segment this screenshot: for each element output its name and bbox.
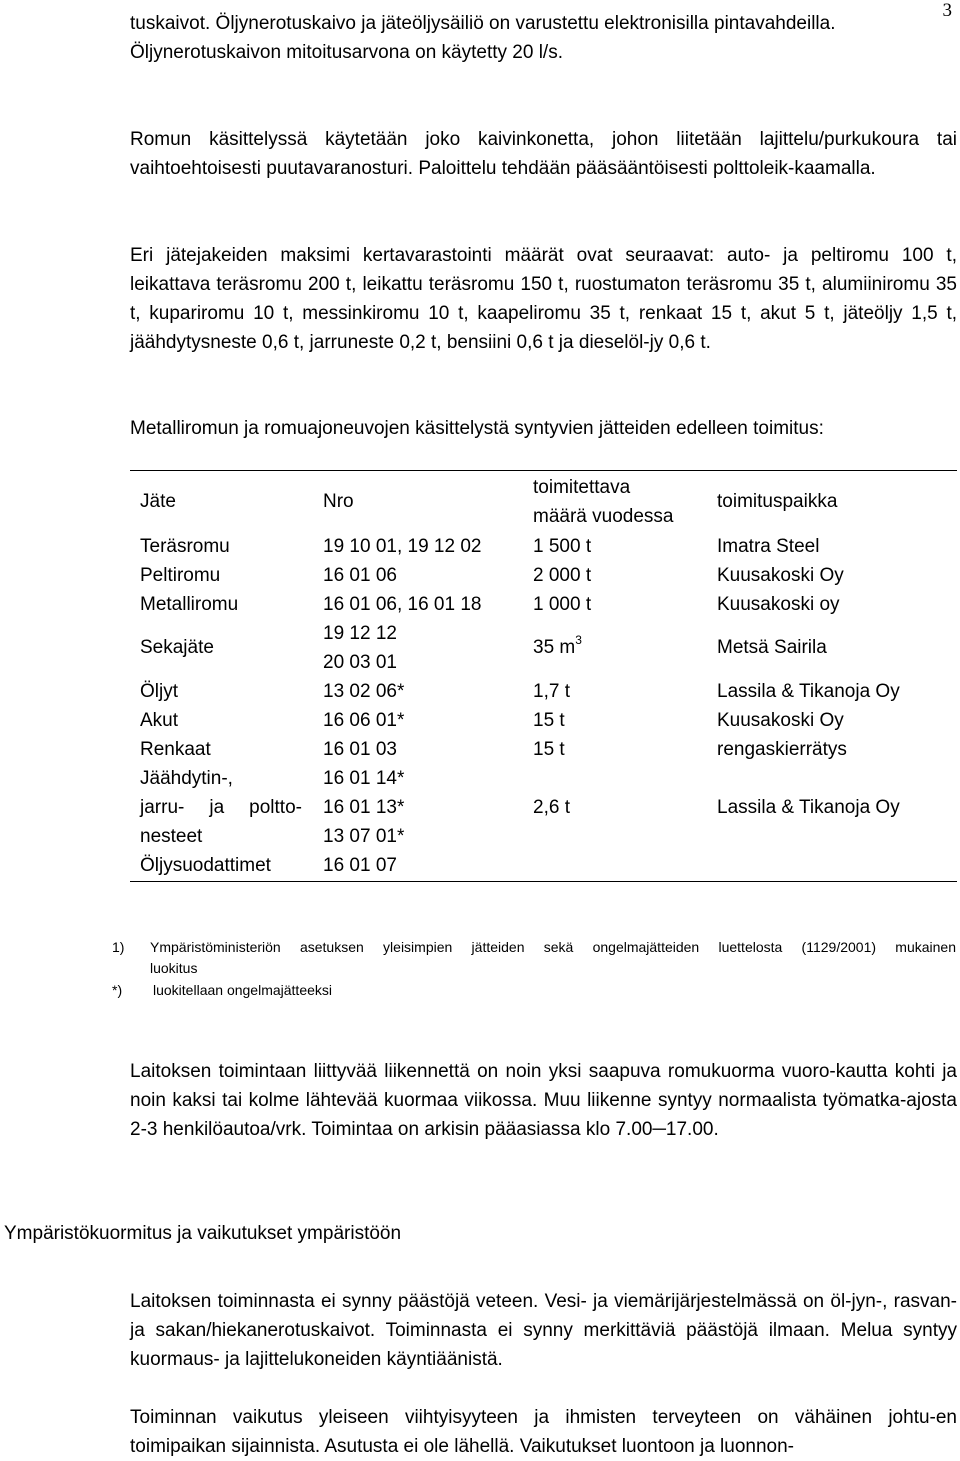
row-5-paikka: Kuusakoski Oy	[717, 710, 844, 731]
header-maara-2: määrä vuodessa	[533, 506, 674, 527]
row-3-jate: Sekajäte	[140, 637, 214, 658]
row-7-maara: 2,6 t	[533, 797, 570, 818]
row-7-jate-2b: ja	[209, 797, 225, 818]
row-7-nro-1: 16 01 14*	[323, 768, 405, 789]
row-2-jate: Metalliromu	[140, 594, 239, 615]
row-6-nro: 16 01 03	[323, 739, 397, 760]
paragraph-4: Metalliromun ja romuajoneuvojen käsittelystä syntyvien jätteiden edelleen toimitus:	[130, 418, 824, 439]
row-0-maara: 1 500 t	[533, 536, 592, 557]
row-2-maara: 1 000 t	[533, 594, 592, 615]
footnote-1-text-2: luokitus	[150, 960, 198, 976]
paragraph-2: Romun käsittelyssä käytetään joko kaivinkonetta, johon liitetään lajittelu/purkukoura tai vaihtoehtoisesti puutavaranosturi. Paloittelu tehdään pääsääntöisesti polttoleik-kaamalla.	[130, 129, 957, 179]
row-6-jate: Renkaat	[140, 739, 211, 760]
section-heading: Ympäristökuormitus ja vaikutukset ympäristöön	[4, 1223, 402, 1244]
footnote-2-marker: *)	[112, 982, 123, 998]
row-5-jate: Akut	[140, 710, 179, 731]
footnote-1-marker: 1)	[112, 939, 125, 955]
row-3-nro-1: 19 12 12	[323, 623, 397, 644]
row-0-paikka: Imatra Steel	[717, 536, 820, 557]
row-0-nro: 19 10 01, 19 12 02	[323, 536, 482, 557]
row-2-paikka: Kuusakoski oy	[717, 594, 840, 615]
header-nro: Nro	[323, 491, 354, 512]
row-8-nro: 16 01 07	[323, 855, 397, 876]
row-8-jate: Öljysuodattimet	[140, 855, 271, 876]
row-7-paikka: Lassila & Tikanoja Oy	[717, 797, 900, 818]
paragraph-1-line-2: Öljynerotuskaivon mitoitusarvona on käytetty 20 l/s.	[130, 42, 563, 63]
row-3-nro-2: 20 03 01	[323, 652, 397, 673]
header-maara-1: toimitettava	[533, 477, 631, 498]
row-7-jate-2a: jarru-	[140, 797, 185, 818]
row-0-jate: Teräsromu	[140, 536, 230, 557]
row-6-paikka: rengaskierrätys	[717, 739, 847, 760]
row-5-nro: 16 06 01*	[323, 710, 405, 731]
row-6-maara: 15 t	[533, 739, 565, 760]
row-1-maara: 2 000 t	[533, 565, 592, 586]
row-1-paikka: Kuusakoski Oy	[717, 565, 844, 586]
row-4-paikka: Lassila & Tikanoja Oy	[717, 681, 900, 702]
page-number: 3	[942, 0, 952, 21]
row-3-maara-superscript: 3	[575, 633, 582, 647]
row-4-nro: 13 02 06*	[323, 681, 405, 702]
row-5-maara: 15 t	[533, 710, 565, 731]
paragraph-5: Laitoksen toimintaan liittyvää liikennettä on noin yksi saapuva romukuorma vuoro-kautta kohti ja noin kaksi tai kolme lähtevää kuormaa viikossa. Muu liikenne syntyy normaalista työmatka-ajosta 2-3 henkilöautoa/vrk. Toimintaa on arkisin pääasiassa klo 7.00─17.00.	[130, 1061, 957, 1140]
row-2-nro: 16 01 06, 16 01 18	[323, 594, 482, 615]
row-3-maara-value: 35 m	[533, 637, 576, 658]
header-paikka: toimituspaikka	[717, 491, 838, 512]
row-7-jate-2c: poltto-	[249, 797, 302, 818]
header-jate: Jäte	[140, 491, 176, 512]
row-1-jate: Peltiromu	[140, 565, 221, 586]
paragraph-6: Laitoksen toiminnasta ei synny päästöjä veteen. Vesi- ja viemärijärjestelmässä on öl-jyn-, rasvan- ja sakan/hiekanerotuskaivot. Toiminnasta ei synny merkittäviä päästöjä ilmaan. Melua syntyy kuormaus- ja lajittelukoneiden käyntiäänistä.	[130, 1291, 957, 1370]
waste-delivery-table	[130, 470, 957, 882]
paragraph-3: Eri jätejakeiden maksimi kertavarastointi määrät ovat seuraavat: auto- ja peltiromu 100 t, leikattava teräsromu 200 t, leikattu teräsromu 150 t, ruostumaton teräsromu 35 t, alumiiniromu 35 t, kupariromu 10 t, messinkiromu 10 t, kaapeliromu 35 t, renkaat 15 t, akut 5 t, jäteöljy 1,5 t, jäähdytysneste 0,6 t, jarruneste 0,2 t, bensiini 0,6 t ja dieselöl-jy 0,6 t.	[130, 245, 957, 353]
row-7-nro-2: 16 01 13*	[323, 797, 405, 818]
paragraph-7: Toiminnan vaikutus yleiseen viihtyisyyteen ja ihmisten terveyteen on vähäinen johtu-en toimipaikan sijainnista. Asutusta ei ole lähellä. Vaikutukset luontoon ja luonnon-	[130, 1407, 957, 1457]
row-4-maara: 1,7 t	[533, 681, 570, 702]
footnote-2-text: luokitellaan ongelmajätteeksi	[153, 982, 332, 998]
row-7-jate-2	[140, 793, 302, 822]
row-7-nro-3: 13 07 01*	[323, 826, 405, 847]
row-4-jate: Öljyt	[140, 681, 178, 702]
row-1-nro: 16 01 06	[323, 565, 397, 586]
row-3-paikka: Metsä Sairila	[717, 637, 827, 658]
row-7-jate-1: Jäähdytin-,	[140, 768, 233, 789]
footnote-1-text-1: Ympäristöministeriön asetuksen yleisimpien jätteiden sekä ongelmajätteiden luettelosta (1129/2001) mukainen	[150, 939, 956, 955]
paragraph-1-line-1: tuskaivot. Öljynerotuskaivo ja jäteöljysäiliö on varustettu elektronisilla pintavahdeilla.	[130, 13, 836, 34]
row-3-maara	[533, 633, 582, 664]
paragraph-1	[130, 9, 957, 67]
row-7-jate-3: nesteet	[140, 826, 203, 847]
